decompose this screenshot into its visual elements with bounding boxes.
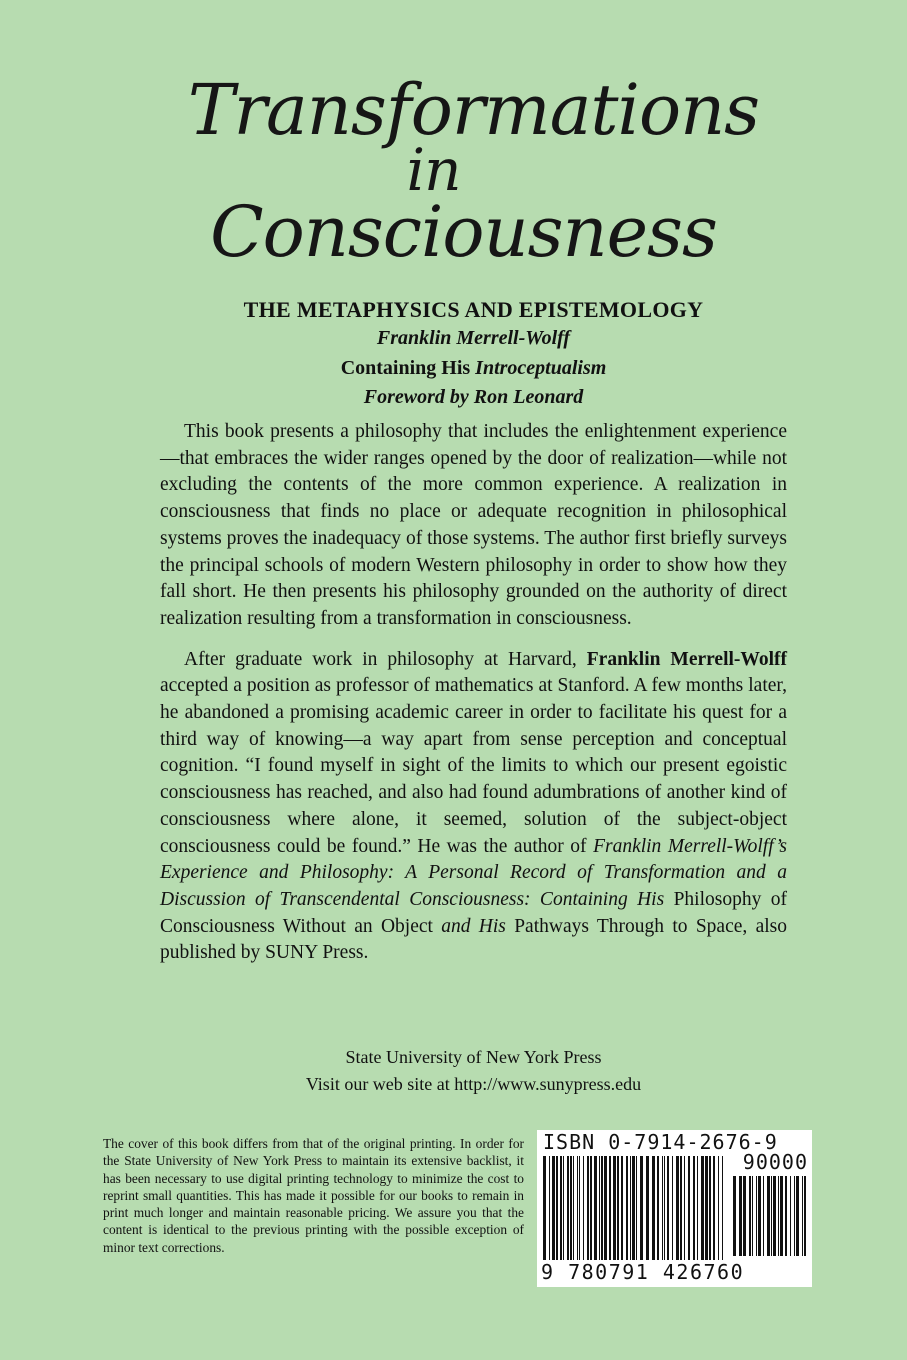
barcode-bar bbox=[709, 1156, 711, 1272]
barcode-bar bbox=[657, 1156, 659, 1272]
barcode-bar bbox=[672, 1156, 673, 1272]
p2-mid: accepted a position as professor of mathematics at Stanford. A few months later, he abandoned a promising academic career in order to facilitate his quest for a third way of knowing—a way apart from sense perception and conceptual cognition. “I found myself in sight of the limits to which our present egoistic consciousness has reached, and also had found adumbrations of another kind of consciousness where alone, it seemed, solution of the subject-object consciousness could be found.” He was the author of bbox=[160, 675, 787, 857]
barcode-bar bbox=[688, 1156, 690, 1272]
barcode-bar bbox=[752, 1176, 753, 1256]
barcode-bar bbox=[601, 1156, 603, 1272]
barcode-bar bbox=[778, 1176, 779, 1256]
barcode-bar bbox=[697, 1156, 698, 1272]
barcode-bar bbox=[739, 1176, 742, 1256]
barcode-bar bbox=[560, 1156, 562, 1272]
barcode-bar bbox=[684, 1156, 685, 1272]
barcode-bar bbox=[773, 1176, 776, 1256]
barcode-bar bbox=[722, 1156, 723, 1272]
barcode-bar bbox=[771, 1176, 772, 1256]
barcode-bar bbox=[632, 1156, 635, 1272]
barcode-bar bbox=[718, 1156, 719, 1272]
barcode-bar bbox=[640, 1156, 643, 1272]
barcode-bar bbox=[785, 1176, 787, 1256]
p2-intro: After graduate work in philosophy at Harvard, bbox=[184, 648, 587, 670]
barcode-bars bbox=[543, 1156, 727, 1272]
printing-note: The cover of this book differs from that of the original printing. In order for the State University of New York Press to maintain its extensive backlist, it has been necessary to use digital printing technology to minimize the cost to reprint small quantities. This has made it possible for our books to remain in print much longer and maintain reasonable pricing. We assure you that the content is identical to the previous printing with the possible exception of minor text corrections. bbox=[103, 1136, 524, 1255]
barcode-bar bbox=[563, 1156, 564, 1272]
p2-end: Pathways Through to Space, also published by SUNY Press. bbox=[160, 915, 787, 964]
barcode-bar bbox=[733, 1176, 736, 1256]
p2-book-title-2: Philosophy of Consciousness Without an Object bbox=[160, 888, 787, 937]
p2-author-name: Franklin Merrell-Wolff bbox=[586, 648, 787, 670]
heading-block bbox=[160, 296, 787, 412]
barcode-bar bbox=[621, 1156, 623, 1272]
barcode-bar bbox=[549, 1156, 550, 1272]
barcode-bar bbox=[570, 1156, 572, 1272]
barcode-bar bbox=[756, 1176, 757, 1256]
price-code: 90000 bbox=[742, 1150, 808, 1174]
barcode-bar bbox=[767, 1176, 770, 1256]
barcode-bar bbox=[567, 1156, 569, 1272]
barcode-bar bbox=[693, 1156, 695, 1272]
price-barcode-bars bbox=[733, 1176, 807, 1256]
isbn-barcode bbox=[537, 1130, 812, 1287]
barcode-bar bbox=[587, 1156, 589, 1272]
title-line-1: Transformations bbox=[187, 69, 760, 151]
barcode-bar bbox=[617, 1156, 619, 1272]
barcode-bar bbox=[701, 1156, 704, 1272]
publisher-website: Visit our web site at http://www.sunypress.edu bbox=[305, 1074, 642, 1094]
barcode-bar bbox=[763, 1176, 764, 1256]
isbn-number: ISBN 0-7914-2676-9 bbox=[543, 1130, 778, 1154]
p2-book-title: Franklin Merrell-Wolff’s Experience and Philosophy: A Personal Record of Transformation and a Discussion of Transcendental Consciousness: Containing His bbox=[160, 835, 787, 910]
description-paragraph-1: This book presents a philosophy that includes the enlightenment experience—that embraces the wider ranges opened by the door of realization—while not excluding the contents of the more common experience. A realization in consciousness that finds no place or adequate recognition in philosophical systems proves the inadequacy of those systems. The author first briefly surveys the principal schools of modern Western philosophy in order to show how they fall short. He then presents his philosophy grounded on the authority of direct realization resulting from a transformation in consciousness. bbox=[160, 421, 787, 629]
barcode-bar bbox=[713, 1156, 715, 1272]
barcode-bar bbox=[626, 1156, 628, 1272]
barcode-bar bbox=[630, 1156, 631, 1272]
barcode-bar bbox=[590, 1156, 592, 1272]
barcode-bar bbox=[680, 1156, 682, 1272]
barcode-bar bbox=[556, 1156, 558, 1272]
p2-and-his: and His bbox=[441, 915, 506, 937]
barcode-bar bbox=[664, 1156, 665, 1272]
barcode-bar bbox=[705, 1156, 708, 1272]
barcode-bar bbox=[552, 1156, 555, 1272]
barcode-bar bbox=[609, 1156, 611, 1272]
barcode-bar bbox=[613, 1156, 616, 1272]
barcode-bar bbox=[636, 1156, 637, 1272]
barcode-bar bbox=[794, 1176, 795, 1256]
barcode-bar bbox=[579, 1156, 580, 1272]
barcode-bar bbox=[604, 1156, 607, 1272]
description bbox=[160, 419, 787, 967]
barcode-bar bbox=[804, 1176, 806, 1256]
ean-number: 9 780791 426760 bbox=[541, 1260, 745, 1284]
barcode-bar bbox=[676, 1156, 679, 1272]
title-line-3: Consciousness bbox=[210, 191, 717, 273]
containing-line bbox=[160, 353, 787, 383]
barcode-bar bbox=[749, 1176, 751, 1256]
subtitle: THE METAPHYSICS AND EPISTEMOLOGY bbox=[243, 297, 704, 322]
publisher-block bbox=[160, 1044, 787, 1098]
barcode-bar bbox=[743, 1176, 746, 1256]
barcode-bar bbox=[662, 1156, 663, 1272]
barcode-bar bbox=[780, 1176, 783, 1256]
foreword-credit: Foreword by Ron Leonard bbox=[363, 386, 584, 408]
description-paragraph-2 bbox=[160, 647, 787, 967]
barcode-bar bbox=[758, 1176, 761, 1256]
barcode-bar bbox=[646, 1156, 649, 1272]
barcode-bar bbox=[599, 1156, 600, 1272]
containing-work: Introceptualism bbox=[475, 357, 607, 379]
containing-prefix: Containing His bbox=[340, 357, 476, 379]
title-line-2: in bbox=[406, 136, 461, 204]
author-name: Franklin Merrell-Wolff bbox=[376, 327, 571, 349]
barcode-bar bbox=[652, 1156, 655, 1272]
barcode-bar bbox=[667, 1156, 669, 1272]
barcode-bar bbox=[594, 1156, 597, 1272]
barcode-bar bbox=[796, 1176, 799, 1256]
barcode-bar bbox=[802, 1176, 803, 1256]
barcode-bar bbox=[577, 1156, 578, 1272]
book-title bbox=[0, 69, 907, 273]
barcode-bar bbox=[790, 1176, 791, 1256]
barcode-bar bbox=[583, 1156, 584, 1272]
barcode-bar bbox=[543, 1156, 546, 1272]
barcode-bar bbox=[573, 1156, 574, 1272]
publisher-name: State University of New York Press bbox=[345, 1047, 602, 1067]
